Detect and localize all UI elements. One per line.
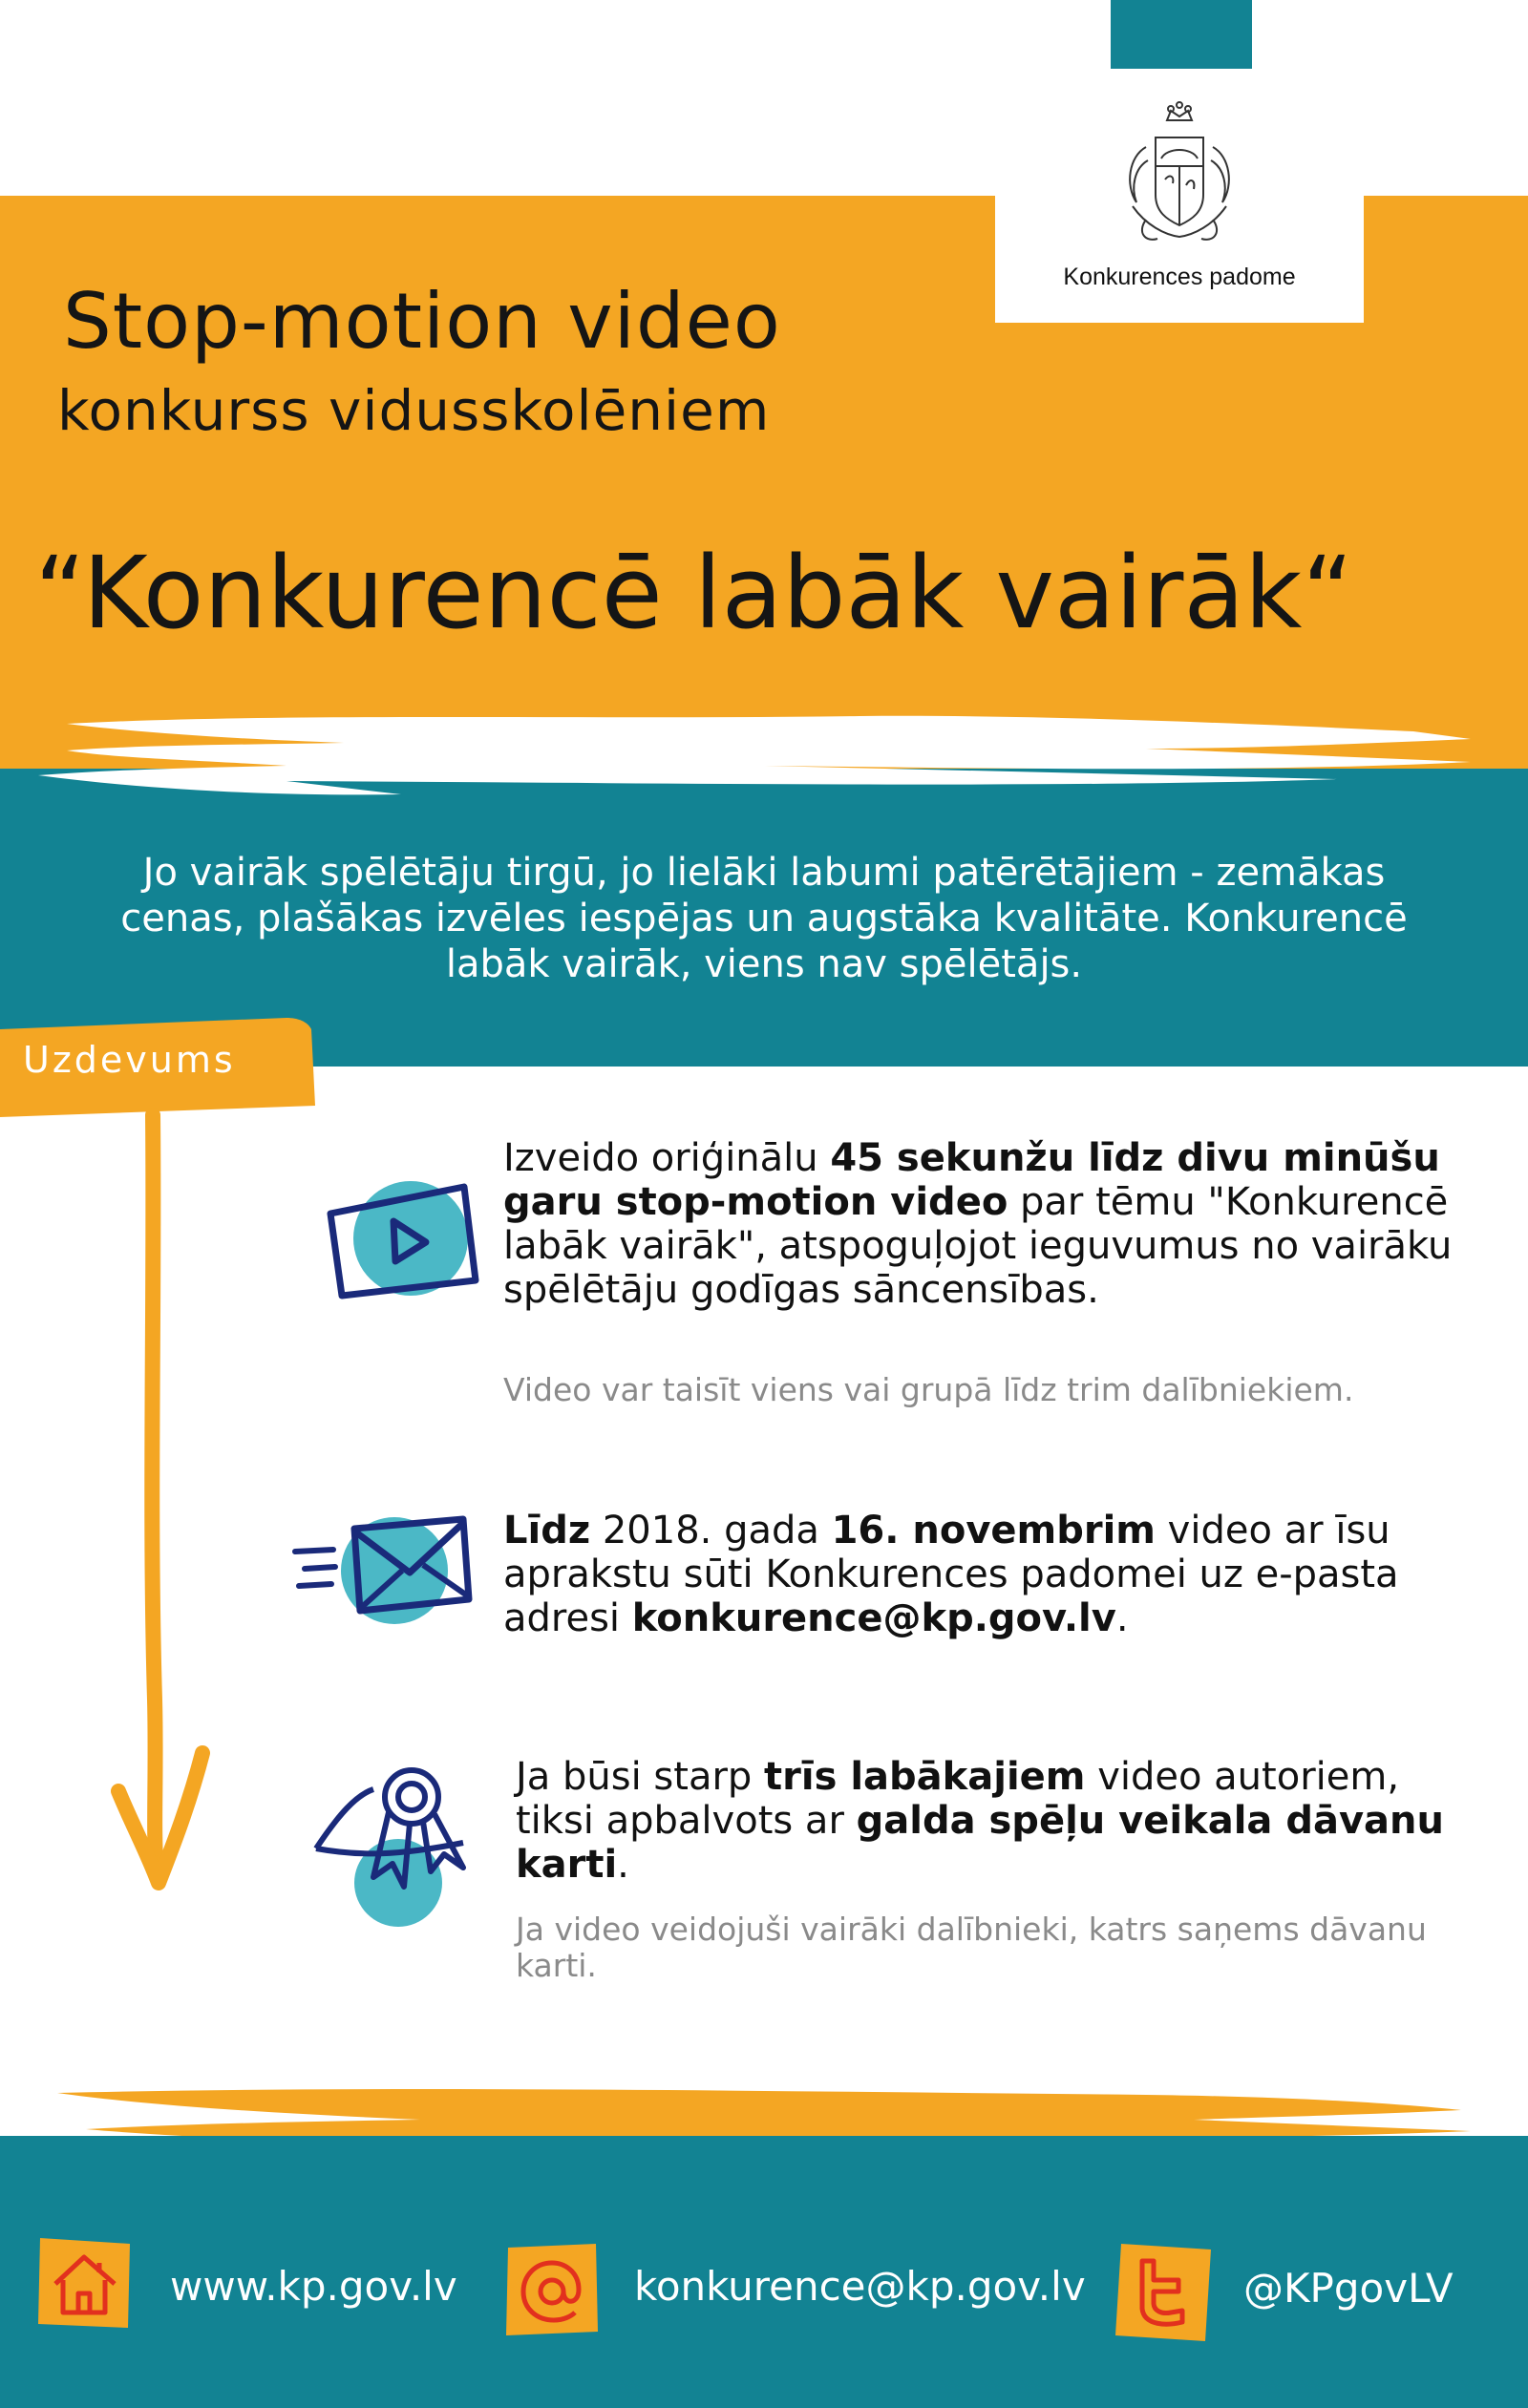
home-icon-box[interactable]	[34, 2234, 136, 2332]
step-3-text-b: video autoriem, tiksi apbalvots ar	[516, 1755, 1400, 1843]
step-3-note: Ja video veidojuši vairāki dalībnieki, katrs saņems dāvanu karti.	[516, 1911, 1427, 1984]
footer-email-link[interactable]: konkurence@kp.gov.lv	[634, 2263, 1086, 2310]
footer-twitter-handle[interactable]: @KPgovLV	[1243, 2265, 1454, 2312]
white-brush-stroke	[0, 707, 1528, 821]
coat-of-arms-icon	[1108, 99, 1251, 252]
step-2-text-c: .	[1115, 1596, 1129, 1640]
step-3-top-three: trīs labākajiem	[764, 1755, 1086, 1799]
step-2-text-b: video ar īsu aprakstu sūti Konkurences padomei uz e-pasta adresi	[503, 1509, 1399, 1640]
footer-website-link[interactable]: www.kp.gov.lv	[170, 2263, 457, 2310]
step-2-email: konkurence@kp.gov.lv	[631, 1596, 1116, 1640]
campaign-slogan: “Konkurencē labāk vairāk“	[34, 535, 1354, 651]
top-teal-stripe	[1111, 0, 1252, 69]
award-rosette-icon	[310, 1757, 482, 1929]
step-1-text-b: par tēmu "Konkurencē labāk vairāk", atspoguļojot ieguvumus no vairāku spēlētāju godīgas sāncensības.	[503, 1180, 1453, 1312]
step-2-text-a: 2018. gada	[590, 1509, 832, 1553]
intro-text: Jo vairāk spēlētāju tirgū, jo lielāki labumi patērētājiem - zemākas cenas, plašākas izvēles iespējas un augstāka kvalitāte. Konkurencē labāk vairāk, viens nav spēlētājs.	[120, 851, 1408, 986]
at-icon-box[interactable]	[504, 2242, 600, 2337]
down-arrow-icon	[105, 1108, 220, 1900]
title-line-1: Stop-motion video	[63, 277, 781, 366]
organization-name: Konkurences padome	[1063, 264, 1296, 290]
step-3-text-a: Ja būsi starp	[516, 1755, 765, 1799]
step-1-text-a: Izveido oriģinālu	[503, 1136, 831, 1180]
step-3-text	[516, 1755, 1480, 1887]
video-play-icon	[325, 1170, 487, 1313]
step-2-deadline: 16. novembrim	[831, 1509, 1156, 1553]
step-1-text	[503, 1136, 1487, 1312]
step-1-duration: 45 sekunžu līdz divu minūšu garu stop-motion video	[503, 1136, 1440, 1224]
step-3-prize: galda spēļu veikala dāvanu karti	[516, 1799, 1444, 1887]
step-2-until: Līdz	[503, 1509, 591, 1553]
twitter-icon-box[interactable]	[1114, 2242, 1213, 2343]
step-1-note: Video var taisīt viens vai grupā līdz trim dalībniekiem.	[503, 1371, 1354, 1408]
title-line-2: konkurss vidusskolēniem	[57, 378, 771, 443]
task-label: Uzdevums	[23, 1039, 236, 1081]
envelope-icon	[291, 1504, 492, 1637]
step-3-text-c: .	[617, 1843, 629, 1887]
logo-card	[995, 94, 1364, 323]
step-2-text	[503, 1509, 1487, 1640]
